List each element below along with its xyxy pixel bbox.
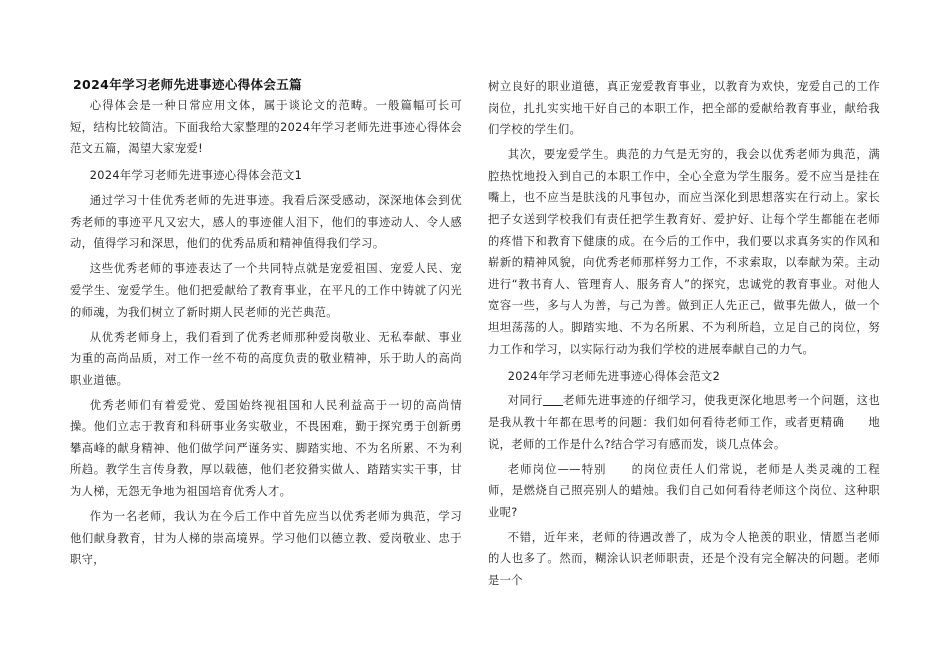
paragraph-with-blank (488, 390, 880, 458)
paragraph-text-before-blank: 对同行 (507, 394, 543, 408)
paragraph: 老师岗位——特别 的岗位责任人们常说，老师是人类灵魂的工程师，是燃烧自己照亮别人的蜡烛。我们自己如何看待老师这个岗位、这种职业呢? (488, 462, 880, 519)
left-column (70, 70, 462, 574)
paragraph: 这些优秀老师的事迹表达了一个共同特点就是宠爱祖国、宠爱人民、宠爱学生、宠爱学生。他们把爱献给了教育事业，在平凡的工作中铸就了闪光的师魂，为我们树立了新时期人民老师的光芒典范。 (70, 262, 462, 319)
fill-in-blank (543, 393, 563, 406)
paragraph-continued: 树立良好的职业道德，真正宠爱教育事业，以教育为欢快，宠爱自己的工作岗位，扎扎实实地干好自己的本职工作，把全部的爱献给教育事业，献给我们学校的学生们。 (488, 80, 880, 137)
intro-paragraph: 心得体会是一种日常应用文体，属于谈论文的范畴。一般篇幅可长可短，结构比较简洁。下面我给大家整理的2024年学习老师先进事迹心得体会范文五篇，渴望大家宠爱! (70, 99, 462, 156)
paragraph: 优秀老师们有着爱党、爱国始终视祖国和人民利益高于一切的高尚情操。他们立志于教育和科研事业务实敬业，不畏困难，勤于探究勇于创新勇攀高峰的献身精神、他们做学问严谨务实、脚踏实地、不为名所累、不为利所趋。教学生言传身教，厚以载德，他们老狡猾实做人、踏踏实实干事，甘为人梯，无怨无争地为祖国培育优秀人才。 (70, 398, 462, 499)
section-heading-1: 2024年学习老师先进事迹心得体会范文1 (89, 169, 303, 183)
paragraph: 不错，近年来，老师的待遇改善了，成为令人艳羡的职业，情愿当老师的人也多了。然而，糊涂认识老师职责，还是个没有完全解决的问题。老师是一个 (488, 530, 880, 588)
document-title: 2024年学习老师先进事迹心得体会五篇 (73, 77, 302, 92)
right-column (488, 76, 880, 595)
paragraph-text-after-blank: 老师先进事迹的仔细学习，使我更深化地思考一个问题，这也是我从教十年都在思考的问题：我们如何看待老师工作，或者更精确 地说，老师的工作是什么?结合学习有感而发，谈几点体会。 (488, 394, 880, 451)
paragraph: 作为一名老师，我认为在今后工作中首先应当以优秀老师为典范，学习他们献身教育，甘为人梯的崇高境界。学习他们以德立教、爱岗敬业、忠于职守， (70, 510, 462, 567)
paragraph: 其次，要宠爱学生。典范的力气是无穷的，我会以优秀老师为典范，满腔热忱地投入到自己的本职工作中，全心全意为学生服务。爱不应当是挂在嘴上，也不应当是肤浅的凡事包办，而应当深化到思想落实在行动上。家长把子女送到学校我们有责任把学生教育好、爱护好、让每个学生都能在老师的疼惜下和教育下健康的成。在今后的工作中，我们要以求真务实的作风和崭新的精神风貌，向优秀老师那样努力工作，不求索取，以奉献为荣。主动进行“教书育人、管理育人、服务育人”的探究，忠诚党的教育事业。对他人宽容一些，多与人为善，与己为善。做到正人先正己，做事先做人，做一个坦坦荡荡的人。脚踏实地、不为名所累、不为利所趋，立足自己的岗位，努力工作和学习，以实际行动为我们学校的进展奉献自己的力气。 (488, 148, 880, 356)
paragraph: 从优秀老师身上，我们看到了优秀老师那种爱岗敬业、无私奉献、事业为重的高尚品质，对工作一丝不苟的高度负责的敬业精神，乐于助人的高尚职业道德。 (70, 330, 462, 387)
paragraph: 通过学习十佳优秀老师的先进事迹。我看后深受感动，深深地体会到优秀老师的事迹平凡又宏大，感人的事迹催人泪下，他们的事迹动人、令人感动，值得学习和深思，他们的优秀品质和精神值得我们学习。 (70, 194, 462, 251)
section-heading-2: 2024年学习老师先进事迹心得体会范文2 (507, 369, 721, 383)
